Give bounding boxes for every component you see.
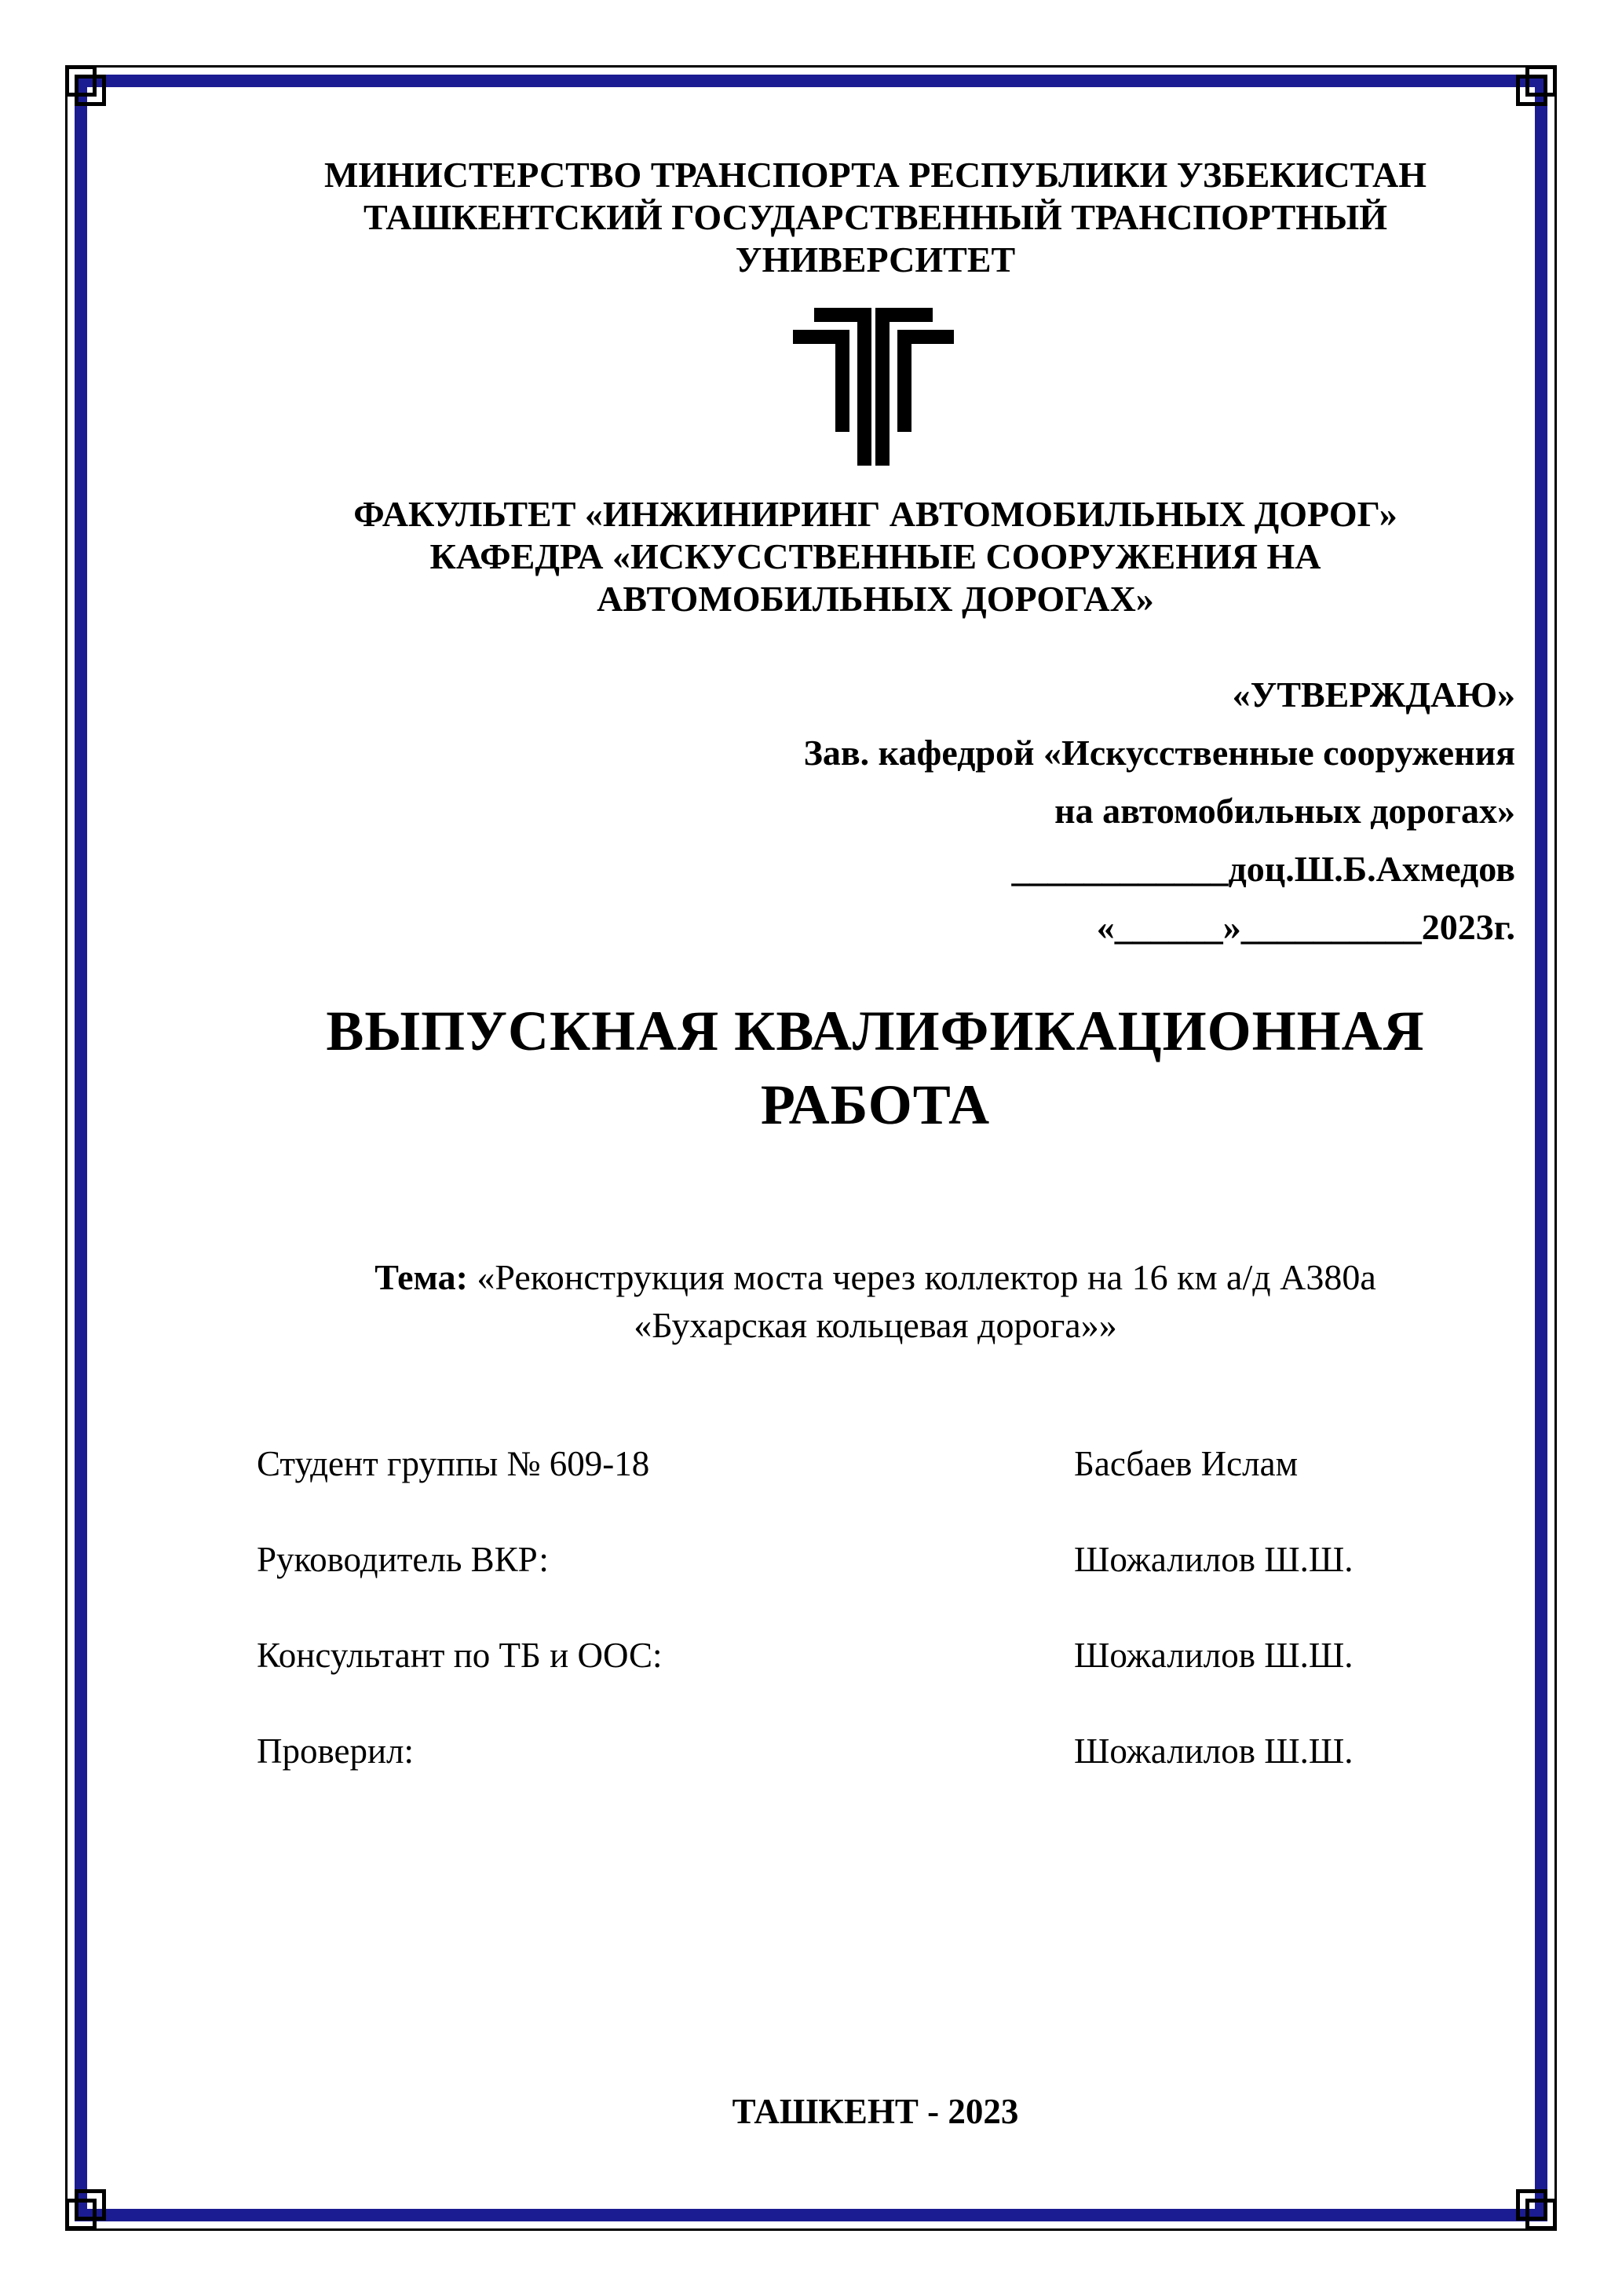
university-logo-icon <box>793 308 954 466</box>
document-title <box>236 994 1515 1142</box>
ministry-line: МИНИСТЕРСТВО ТРАНСПОРТА РЕСПУБЛИКИ УЗБЕКИСТАН <box>323 155 1427 195</box>
signatory-name: Шожалилов Ш.Ш. <box>1074 1731 1353 1771</box>
faculty-line: ФАКУЛЬТЕТ «ИНЖИНИРИНГ АВТОМОБИЛЬНЫХ ДОРОГ» <box>353 494 1397 534</box>
thesis-topic <box>236 1253 1515 1349</box>
ministry-line: ТАШКЕНТСКИЙ ГОСУДАРСТВЕННЫЙ ТРАНСПОРТНЫЙ <box>363 197 1387 237</box>
signatory-label: Проверил: <box>257 1731 414 1771</box>
document-title-line: РАБОТА <box>760 1073 991 1136</box>
signatory-row-supervisor <box>236 1537 1515 1581</box>
ministry-line: УНИВЕРСИТЕТ <box>735 239 1016 280</box>
approval-block <box>236 666 1515 956</box>
thesis-topic-line: «Бухарская кольцевая дорога»» <box>634 1305 1117 1345</box>
page-content <box>236 0 1515 2296</box>
signatory-name: Басбаев Ислам <box>1074 1444 1299 1483</box>
document-title-line: ВЫПУСКНАЯ КВАЛИФИКАЦИОННАЯ <box>326 1000 1425 1062</box>
approval-date-line: «______»__________2023г. <box>1096 907 1515 947</box>
approval-position-line: на автомобильных дорогах» <box>1054 791 1515 831</box>
faculty-line: АВТОМОБИЛЬНЫХ ДОРОГАХ» <box>597 579 1154 619</box>
signatory-label: Студент группы № 609-18 <box>257 1444 650 1483</box>
signatory-label: Консультант по ТБ и ООС: <box>257 1636 663 1675</box>
corner-ornament-square <box>75 2189 106 2221</box>
faculty-line: КАФЕДРА «ИСКУССТВЕННЫЕ СООРУЖЕНИЯ НА <box>429 536 1321 576</box>
corner-ornament-square <box>1516 2189 1547 2221</box>
signatory-label: Руководитель ВКР: <box>257 1540 549 1579</box>
approval-signature-line: ____________доц.Ш.Б.Ахмедов <box>1011 849 1515 889</box>
thesis-topic-label: Тема: <box>374 1257 468 1297</box>
corner-ornament-square <box>75 75 106 106</box>
city-year-footer: ТАШКЕНТ - 2023 <box>732 2092 1019 2131</box>
corner-ornament-square <box>1516 75 1547 106</box>
signatory-name: Шожалилов Ш.Ш. <box>1074 1636 1353 1675</box>
faculty-header <box>236 493 1515 620</box>
thesis-topic-text: «Реконструкция моста через коллектор на 16 км а/д А380а <box>477 1257 1376 1297</box>
ministry-header <box>236 154 1515 281</box>
approval-position-line: Зав. кафедрой «Искусственные сооружения <box>803 733 1515 773</box>
thesis-topic-line <box>236 1253 1515 1301</box>
signatory-row-student <box>236 1442 1515 1486</box>
signatory-name: Шожалилов Ш.Ш. <box>1074 1540 1353 1579</box>
approval-stamp-word: «УТВЕРЖДАЮ» <box>1232 675 1515 715</box>
signatory-row-checker <box>236 1729 1515 1773</box>
signatory-row-consultant <box>236 1633 1515 1677</box>
